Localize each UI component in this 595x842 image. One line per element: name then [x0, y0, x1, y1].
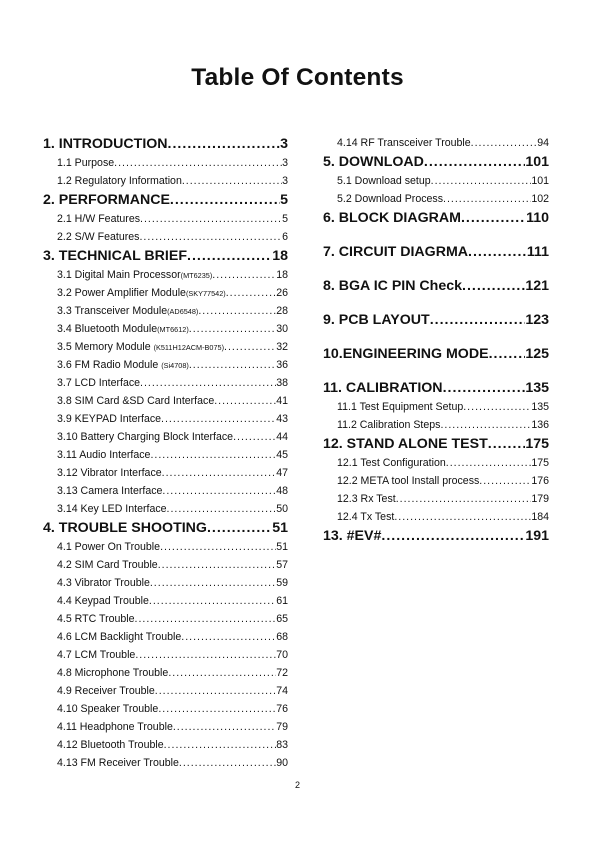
toc-entry-title: 3.7 LCD Interface	[57, 377, 141, 389]
toc-heading[interactable]	[323, 242, 549, 262]
leader-dots	[158, 700, 276, 718]
toc-subentry[interactable]	[43, 700, 288, 718]
toc-entry-label: 3.5 Memory Module	[57, 341, 154, 353]
leader-dots	[189, 356, 276, 374]
toc-entry-title: 6. BLOCK DIAGRAM	[323, 210, 461, 226]
toc-entry-title: 3.11 Audio Interface	[57, 449, 151, 461]
toc-entry-title: 4.2 SIM Card Trouble	[57, 559, 158, 571]
toc-subentry[interactable]	[323, 490, 549, 508]
toc-entry-title: 5.2 Download Process	[337, 193, 443, 205]
toc-heading[interactable]	[323, 526, 549, 546]
toc-heading[interactable]	[323, 208, 549, 228]
toc-column-left	[43, 134, 288, 772]
toc-entry-page: 101	[531, 175, 549, 187]
toc-entry-page: 6	[282, 231, 288, 243]
toc-subentry[interactable]	[43, 154, 288, 172]
toc-heading[interactable]	[323, 276, 549, 296]
toc-subentry[interactable]	[323, 134, 549, 152]
toc-entry-title: 4.1 Power On Trouble	[57, 541, 161, 553]
page-number: 2	[294, 780, 300, 790]
toc-entry-title: 1. INTRODUCTION	[43, 136, 168, 152]
toc-entry-page: 30	[276, 323, 288, 335]
leader-dots	[394, 508, 531, 526]
part-number: (MT6235)	[180, 271, 213, 280]
toc-subentry[interactable]	[323, 454, 549, 472]
leader-dots	[461, 208, 526, 228]
toc-entry-page: 70	[276, 649, 288, 661]
leader-dots	[155, 682, 276, 700]
toc-entry-page: 101	[525, 154, 549, 170]
toc-heading[interactable]	[323, 378, 549, 398]
toc-entry-page: 5	[280, 192, 288, 208]
leader-dots	[443, 190, 531, 208]
toc-entry-page: 36	[276, 359, 288, 371]
leader-dots	[140, 374, 276, 392]
toc-entry-title: 4.13 FM Receiver Trouble	[57, 757, 179, 769]
toc-entry-title: 8. BGA IC PIN Check	[323, 278, 463, 294]
toc-subentry[interactable]	[43, 320, 288, 338]
leader-dots	[189, 320, 276, 338]
toc-subentry[interactable]	[43, 210, 288, 228]
leader-dots	[114, 154, 282, 172]
toc-heading[interactable]	[323, 310, 549, 330]
toc-entry-title	[57, 338, 224, 357]
toc-subentry[interactable]	[43, 446, 288, 464]
toc-entry-title: 11.1 Test Equipment Setup	[337, 401, 464, 413]
toc-entry-page: 45	[276, 449, 288, 461]
toc-subentry[interactable]	[43, 302, 288, 320]
toc-subentry[interactable]	[43, 754, 288, 772]
toc-entry-title	[57, 302, 198, 321]
spacer	[323, 330, 549, 344]
toc-subentry[interactable]	[43, 374, 288, 392]
part-number: (MT6612)	[157, 325, 189, 334]
leader-dots	[149, 592, 276, 610]
toc-entry-page: 83	[276, 739, 288, 751]
toc-entry-title: 3.10 Battery Charging Block Interface	[57, 431, 234, 443]
toc-entry-page: 125	[525, 346, 549, 362]
leader-dots	[226, 284, 276, 302]
toc-entry-page: 32	[276, 341, 288, 353]
part-number: (SKY77542)	[185, 289, 226, 298]
leader-dots	[164, 736, 277, 754]
toc-subentry[interactable]	[43, 428, 288, 446]
toc-entry-page: 184	[531, 511, 549, 523]
leader-dots	[488, 434, 526, 454]
toc-heading[interactable]	[323, 152, 549, 172]
toc-subentry[interactable]	[43, 538, 288, 556]
leader-dots	[170, 190, 280, 210]
leader-dots	[462, 276, 525, 296]
toc-entry-page: 44	[276, 431, 288, 443]
leader-dots	[179, 754, 276, 772]
leader-dots	[224, 338, 276, 356]
toc-entry-page: 68	[276, 631, 288, 643]
leader-dots	[381, 526, 525, 546]
toc-entry-title	[57, 266, 212, 285]
toc-entry-page: 51	[272, 520, 288, 536]
toc-heading[interactable]	[43, 518, 288, 538]
toc-entry-page: 110	[526, 210, 549, 226]
leader-dots	[168, 664, 276, 682]
toc-entry-page: 191	[525, 528, 549, 544]
toc-entry-title: 12.2 META tool Install process	[337, 475, 480, 487]
toc-entry-title	[57, 284, 226, 303]
toc-entry-page: 18	[276, 269, 288, 281]
toc-entry-title: 11.2 Calibration Steps	[337, 419, 441, 431]
leader-dots	[214, 392, 276, 410]
toc-entry-page: 3	[282, 175, 288, 187]
leader-dots	[150, 574, 276, 592]
toc-entry-title: 3.9 KEYPAD Interface	[57, 413, 162, 425]
toc-entry-page: 79	[276, 721, 288, 733]
leader-dots	[182, 172, 282, 190]
toc-entry-title: 13. #EV#	[323, 528, 382, 544]
leader-dots	[162, 482, 276, 500]
toc-entry-page: 135	[525, 380, 549, 396]
toc-entry-page: 135	[531, 401, 549, 413]
spacer	[323, 364, 549, 378]
toc-subentry[interactable]	[43, 410, 288, 428]
leader-dots	[140, 210, 282, 228]
toc-entry-page: 111	[526, 244, 549, 260]
toc-entry-page: 72	[276, 667, 288, 679]
toc-subentry[interactable]	[43, 610, 288, 628]
toc-subentry[interactable]	[43, 682, 288, 700]
toc-entry-title: 9. PCB LAYOUT	[323, 312, 430, 328]
toc-entry-title	[57, 356, 189, 375]
toc-entry-label: 3.6 FM Radio Module	[57, 359, 162, 371]
toc-entry-page: 57	[276, 559, 288, 571]
toc-entry-title: 12.1 Test Configuration	[337, 457, 446, 469]
toc-entry-title: 4.12 Bluetooth Trouble	[57, 739, 164, 751]
leader-dots	[150, 446, 276, 464]
toc-entry-page: 61	[276, 595, 288, 607]
toc-entry-title	[57, 320, 189, 339]
toc-entry-title: 3.14 Key LED Interface	[57, 503, 167, 515]
leader-dots	[158, 556, 277, 574]
toc-entry-page: 26	[276, 287, 288, 299]
toc-subentry[interactable]	[323, 508, 549, 526]
part-number: (AD6548)	[167, 307, 199, 316]
toc-entry-title: 3. TECHNICAL BRIEF	[43, 248, 187, 264]
toc-entry-page: 175	[525, 436, 549, 452]
toc-entry-page: 102	[531, 193, 549, 205]
toc-entry-title: 4.9 Receiver Trouble	[57, 685, 155, 697]
leader-dots	[443, 378, 526, 398]
leader-dots	[489, 344, 526, 364]
leader-dots	[162, 464, 277, 482]
leader-dots	[167, 500, 277, 518]
toc-entry-page: 136	[531, 419, 549, 431]
leader-dots	[187, 246, 272, 266]
leader-dots	[431, 172, 532, 190]
toc-subentry[interactable]	[43, 664, 288, 682]
toc-subentry[interactable]	[323, 416, 549, 434]
spacer	[323, 262, 549, 276]
toc-entry-label: 3.2 Power Amplifier Module	[57, 287, 186, 299]
toc-subentry[interactable]	[323, 472, 549, 490]
toc-entry-page: 121	[525, 278, 549, 294]
toc-entry-page: 176	[531, 475, 549, 487]
toc-entry-title: 2.2 S/W Features	[57, 231, 140, 243]
toc-subentry[interactable]	[43, 500, 288, 518]
toc-entry-page: 47	[276, 467, 288, 479]
leader-dots	[173, 718, 276, 736]
toc-entry-page: 90	[276, 757, 288, 769]
toc-entry-page: 74	[276, 685, 288, 697]
toc-entry-page: 28	[276, 305, 288, 317]
toc-subentry[interactable]	[43, 646, 288, 664]
toc-subentry[interactable]	[43, 574, 288, 592]
toc-entry-title: 5.1 Download setup	[337, 175, 431, 187]
leader-dots	[463, 398, 531, 416]
leader-dots	[207, 518, 272, 538]
toc-entry-title: 12. STAND ALONE TEST	[323, 436, 488, 452]
leader-dots	[396, 490, 532, 508]
toc-heading[interactable]	[323, 344, 549, 364]
toc-entry-page: 41	[276, 395, 288, 407]
leader-dots	[135, 610, 277, 628]
toc-subentry[interactable]	[43, 482, 288, 500]
spacer	[323, 228, 549, 242]
leader-dots	[446, 454, 532, 472]
toc-entry-title: 3.8 SIM Card &SD Card Interface	[57, 395, 215, 407]
toc-entry-page: 38	[276, 377, 288, 389]
toc-entry-title: 5. DOWNLOAD	[323, 154, 424, 170]
leader-dots	[139, 228, 282, 246]
toc-entry-page: 43	[276, 413, 288, 425]
toc-entry-page: 50	[276, 503, 288, 515]
toc-subentry[interactable]	[43, 556, 288, 574]
toc-entry-title: 2. PERFORMANCE	[43, 192, 170, 208]
toc-entry-title: 1.2 Regulatory Information	[57, 175, 182, 187]
toc-subentry[interactable]	[323, 398, 549, 416]
toc-subentry[interactable]	[43, 392, 288, 410]
toc-entry-page: 179	[531, 493, 549, 505]
toc-entry-title: 12.3 Rx Test	[337, 493, 396, 505]
toc-entry-title: 1.1 Purpose	[57, 157, 115, 169]
toc-entry-page: 48	[276, 485, 288, 497]
toc-heading[interactable]	[43, 134, 288, 154]
toc-entry-label: 3.3 Transceiver Module	[57, 305, 168, 317]
toc-subentry[interactable]	[43, 592, 288, 610]
leader-dots	[233, 428, 276, 446]
toc-entry-page: 18	[272, 248, 288, 264]
toc-entry-title: 3.13 Camera Interface	[57, 485, 163, 497]
leader-dots	[424, 152, 525, 172]
toc-entry-page: 94	[537, 137, 549, 149]
toc-subentry[interactable]	[323, 190, 549, 208]
toc-entry-page: 123	[525, 312, 549, 328]
toc-subentry[interactable]	[43, 266, 288, 284]
toc-heading[interactable]	[43, 190, 288, 210]
toc-entry-title: 4.10 Speaker Trouble	[57, 703, 159, 715]
toc-entry-title: 4.11 Headphone Trouble	[57, 721, 173, 733]
toc-subentry[interactable]	[43, 628, 288, 646]
leader-dots	[212, 266, 276, 284]
toc-entry-label: 3.1 Digital Main Processor	[57, 269, 181, 281]
leader-dots	[479, 472, 531, 490]
toc-subentry[interactable]	[43, 228, 288, 246]
part-number: (Si4708)	[161, 361, 189, 370]
toc-entry-page: 3	[282, 157, 288, 169]
leader-dots	[468, 242, 527, 262]
part-number: (K511H12ACM-B075)	[153, 343, 224, 352]
toc-entry-title: 4.14 RF Transceiver Trouble	[337, 137, 471, 149]
leader-dots	[471, 134, 538, 152]
toc-entry-page: 175	[531, 457, 549, 469]
toc-entry-title: 7. CIRCUIT DIAGRMA	[323, 244, 469, 260]
toc-subentry[interactable]	[43, 338, 288, 356]
leader-dots	[181, 628, 276, 646]
toc-subentry[interactable]	[43, 718, 288, 736]
toc-heading[interactable]	[323, 434, 549, 454]
toc-entry-page: 65	[276, 613, 288, 625]
toc-subentry[interactable]	[43, 172, 288, 190]
leader-dots	[160, 538, 276, 556]
toc-entry-title: 4.5 RTC Trouble	[57, 613, 135, 625]
leader-dots	[161, 410, 276, 428]
toc-entry-title: 4. TROUBLE SHOOTING	[43, 520, 207, 536]
toc-entry-title: 4.8 Microphone Trouble	[57, 667, 169, 679]
leader-dots	[168, 134, 281, 154]
toc-heading[interactable]	[43, 246, 288, 266]
toc-subentry[interactable]	[43, 356, 288, 374]
leader-dots	[198, 302, 276, 320]
toc-entry-page: 76	[276, 703, 288, 715]
toc-entry-title: 10.ENGINEERING MODE	[323, 346, 489, 362]
leader-dots	[440, 416, 531, 434]
toc-entry-title: 4.4 Keypad Trouble	[57, 595, 149, 607]
spacer	[323, 296, 549, 310]
toc-entry-page: 59	[276, 577, 288, 589]
toc-entry-title: 4.6 LCM Backlight Trouble	[57, 631, 182, 643]
toc-entry-page: 51	[276, 541, 288, 553]
leader-dots	[430, 310, 526, 330]
toc-entry-title: 4.7 LCM Trouble	[57, 649, 136, 661]
toc-entry-title: 11. CALIBRATION	[323, 380, 443, 396]
toc-subentry[interactable]	[43, 736, 288, 754]
toc-entry-label: 3.4 Bluetooth Module	[57, 323, 158, 335]
leader-dots	[135, 646, 276, 664]
page-title: Table Of Contents	[191, 64, 404, 91]
toc-subentry[interactable]	[43, 284, 288, 302]
toc-column-right	[323, 134, 549, 546]
toc-entry-title: 2.1 H/W Features	[57, 213, 141, 225]
toc-entry-title: 4.3 Vibrator Trouble	[57, 577, 150, 589]
toc-entry-title: 12.4 Tx Test	[337, 511, 395, 523]
toc-subentry[interactable]	[323, 172, 549, 190]
toc-entry-page: 5	[282, 213, 288, 225]
toc-entry-page: 3	[280, 136, 288, 152]
toc-subentry[interactable]	[43, 464, 288, 482]
toc-entry-title: 3.12 Vibrator Interface	[57, 467, 162, 479]
